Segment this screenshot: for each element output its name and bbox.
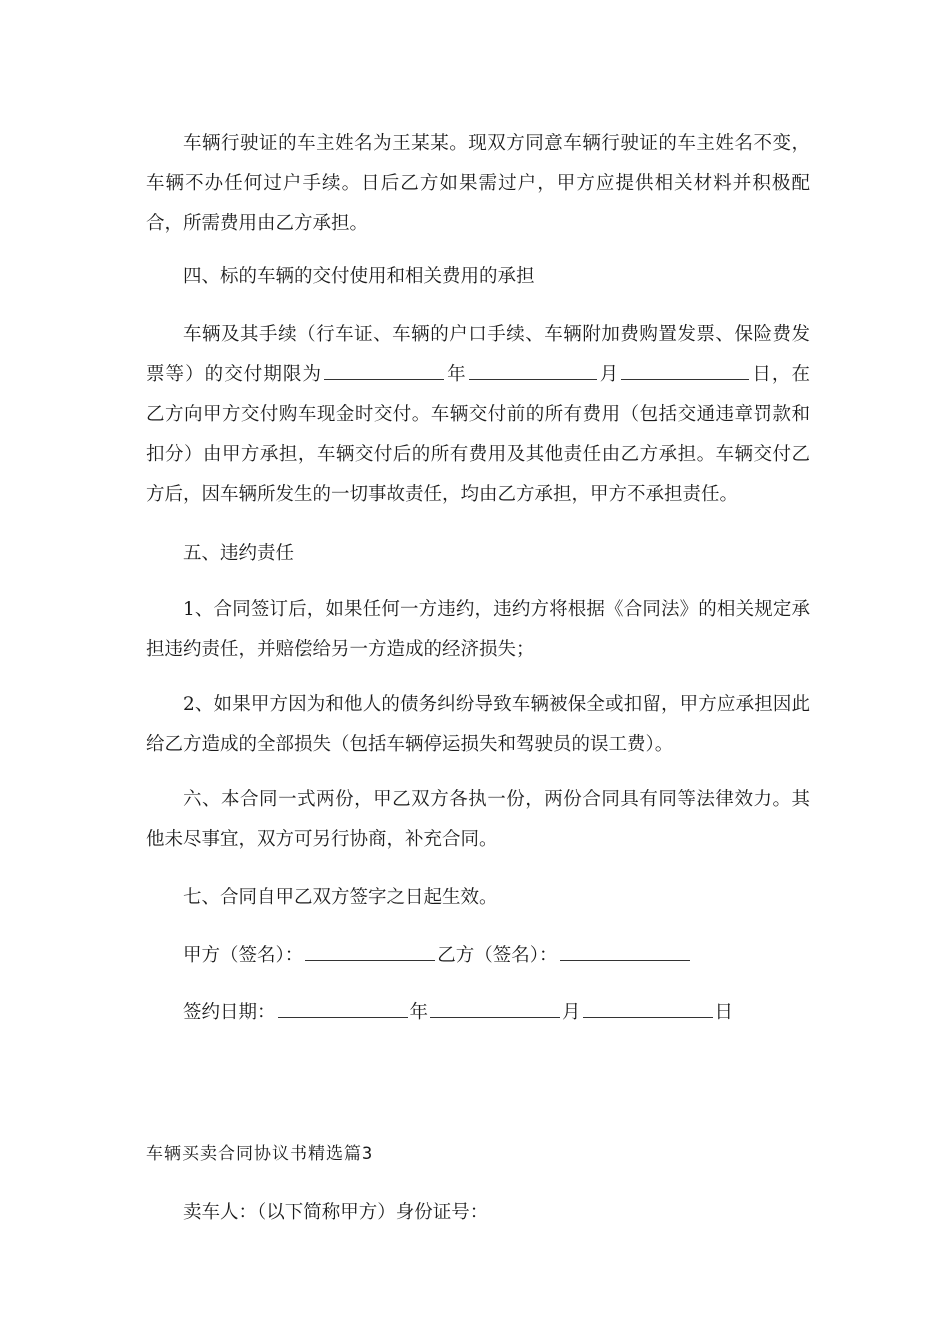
heading-section-5: 五、违约责任 <box>183 543 295 564</box>
party-b-label: 乙方（签名）： <box>437 945 558 966</box>
sign-year-blank[interactable] <box>278 995 408 1018</box>
paragraph-vehicle-owner: 车辆行驶证的车主姓名为王某某。现双方同意车辆行驶证的车主姓名不变，车辆不办任何过户手续。日后乙方如果需过户，甲方应提供相关材料并积极配合，所需费用由乙方承担。 <box>146 133 810 234</box>
clause-5-2: 2、如果甲方因为和他人的债务纠纷导致车辆被保全或扣留，甲方应承担因此给乙方造成的全部损失（包括车辆停运损失和驾驶员的误工费）。 <box>146 694 810 755</box>
seller-line: 卖车人：（以下简称甲方）身份证号： <box>183 1202 489 1223</box>
sign-day-blank[interactable] <box>583 995 713 1018</box>
sign-month-label: 月 <box>562 1002 581 1023</box>
delivery-year-label: 年 <box>446 364 467 385</box>
party-b-signature-blank[interactable] <box>560 938 690 961</box>
clause-5-1: 1、合同签订后，如果任何一方违约，违约方将根据《合同法》的相关规定承担违约责任，并赔偿给另一方造成的经济损失； <box>146 599 810 660</box>
sign-date-line <box>183 993 810 1033</box>
delivery-day-blank[interactable] <box>621 357 749 380</box>
sign-year-label: 年 <box>409 1002 429 1023</box>
delivery-month-label: 月 <box>598 364 620 385</box>
delivery-year-blank[interactable] <box>324 357 444 380</box>
paragraph-delivery <box>146 315 810 515</box>
signature-line <box>183 936 810 976</box>
party-a-signature-blank[interactable] <box>305 938 435 961</box>
delivery-text-2: 日，在乙方向甲方交付购车现金时交付。车辆交付前的所有费用（包括交通违章罚款和扣分）由甲方承担，车辆交付后的所有费用及其他责任由乙方承担。车辆交付乙方后，因车辆所发生的一切事故责任，均由乙方承担，甲方不承担责任。 <box>146 364 810 505</box>
heading-section-6: 六、本合同一式两份，甲乙双方各执一份，两份合同具有同等法律效力。其他未尽事宜，双方可另行协商，补充合同。 <box>146 789 810 850</box>
party-a-label: 甲方（签名）： <box>183 945 304 966</box>
section-3-title: 车辆买卖合同协议书精选篇3 <box>146 1144 374 1164</box>
delivery-text-1: 车辆及其手续（行车证、车辆的户口手续、车辆附加费购置发票、保险费发票等）的交付期限为 <box>146 324 810 385</box>
sign-month-blank[interactable] <box>430 995 560 1018</box>
sign-date-label: 签约日期： <box>183 1002 276 1023</box>
delivery-month-blank[interactable] <box>469 357 597 380</box>
heading-section-4: 四、标的车辆的交付使用和相关费用的承担 <box>183 266 535 287</box>
sign-day-label: 日 <box>714 1002 734 1023</box>
heading-section-7: 七、合同自甲乙双方签字之日起生效。 <box>183 887 498 908</box>
